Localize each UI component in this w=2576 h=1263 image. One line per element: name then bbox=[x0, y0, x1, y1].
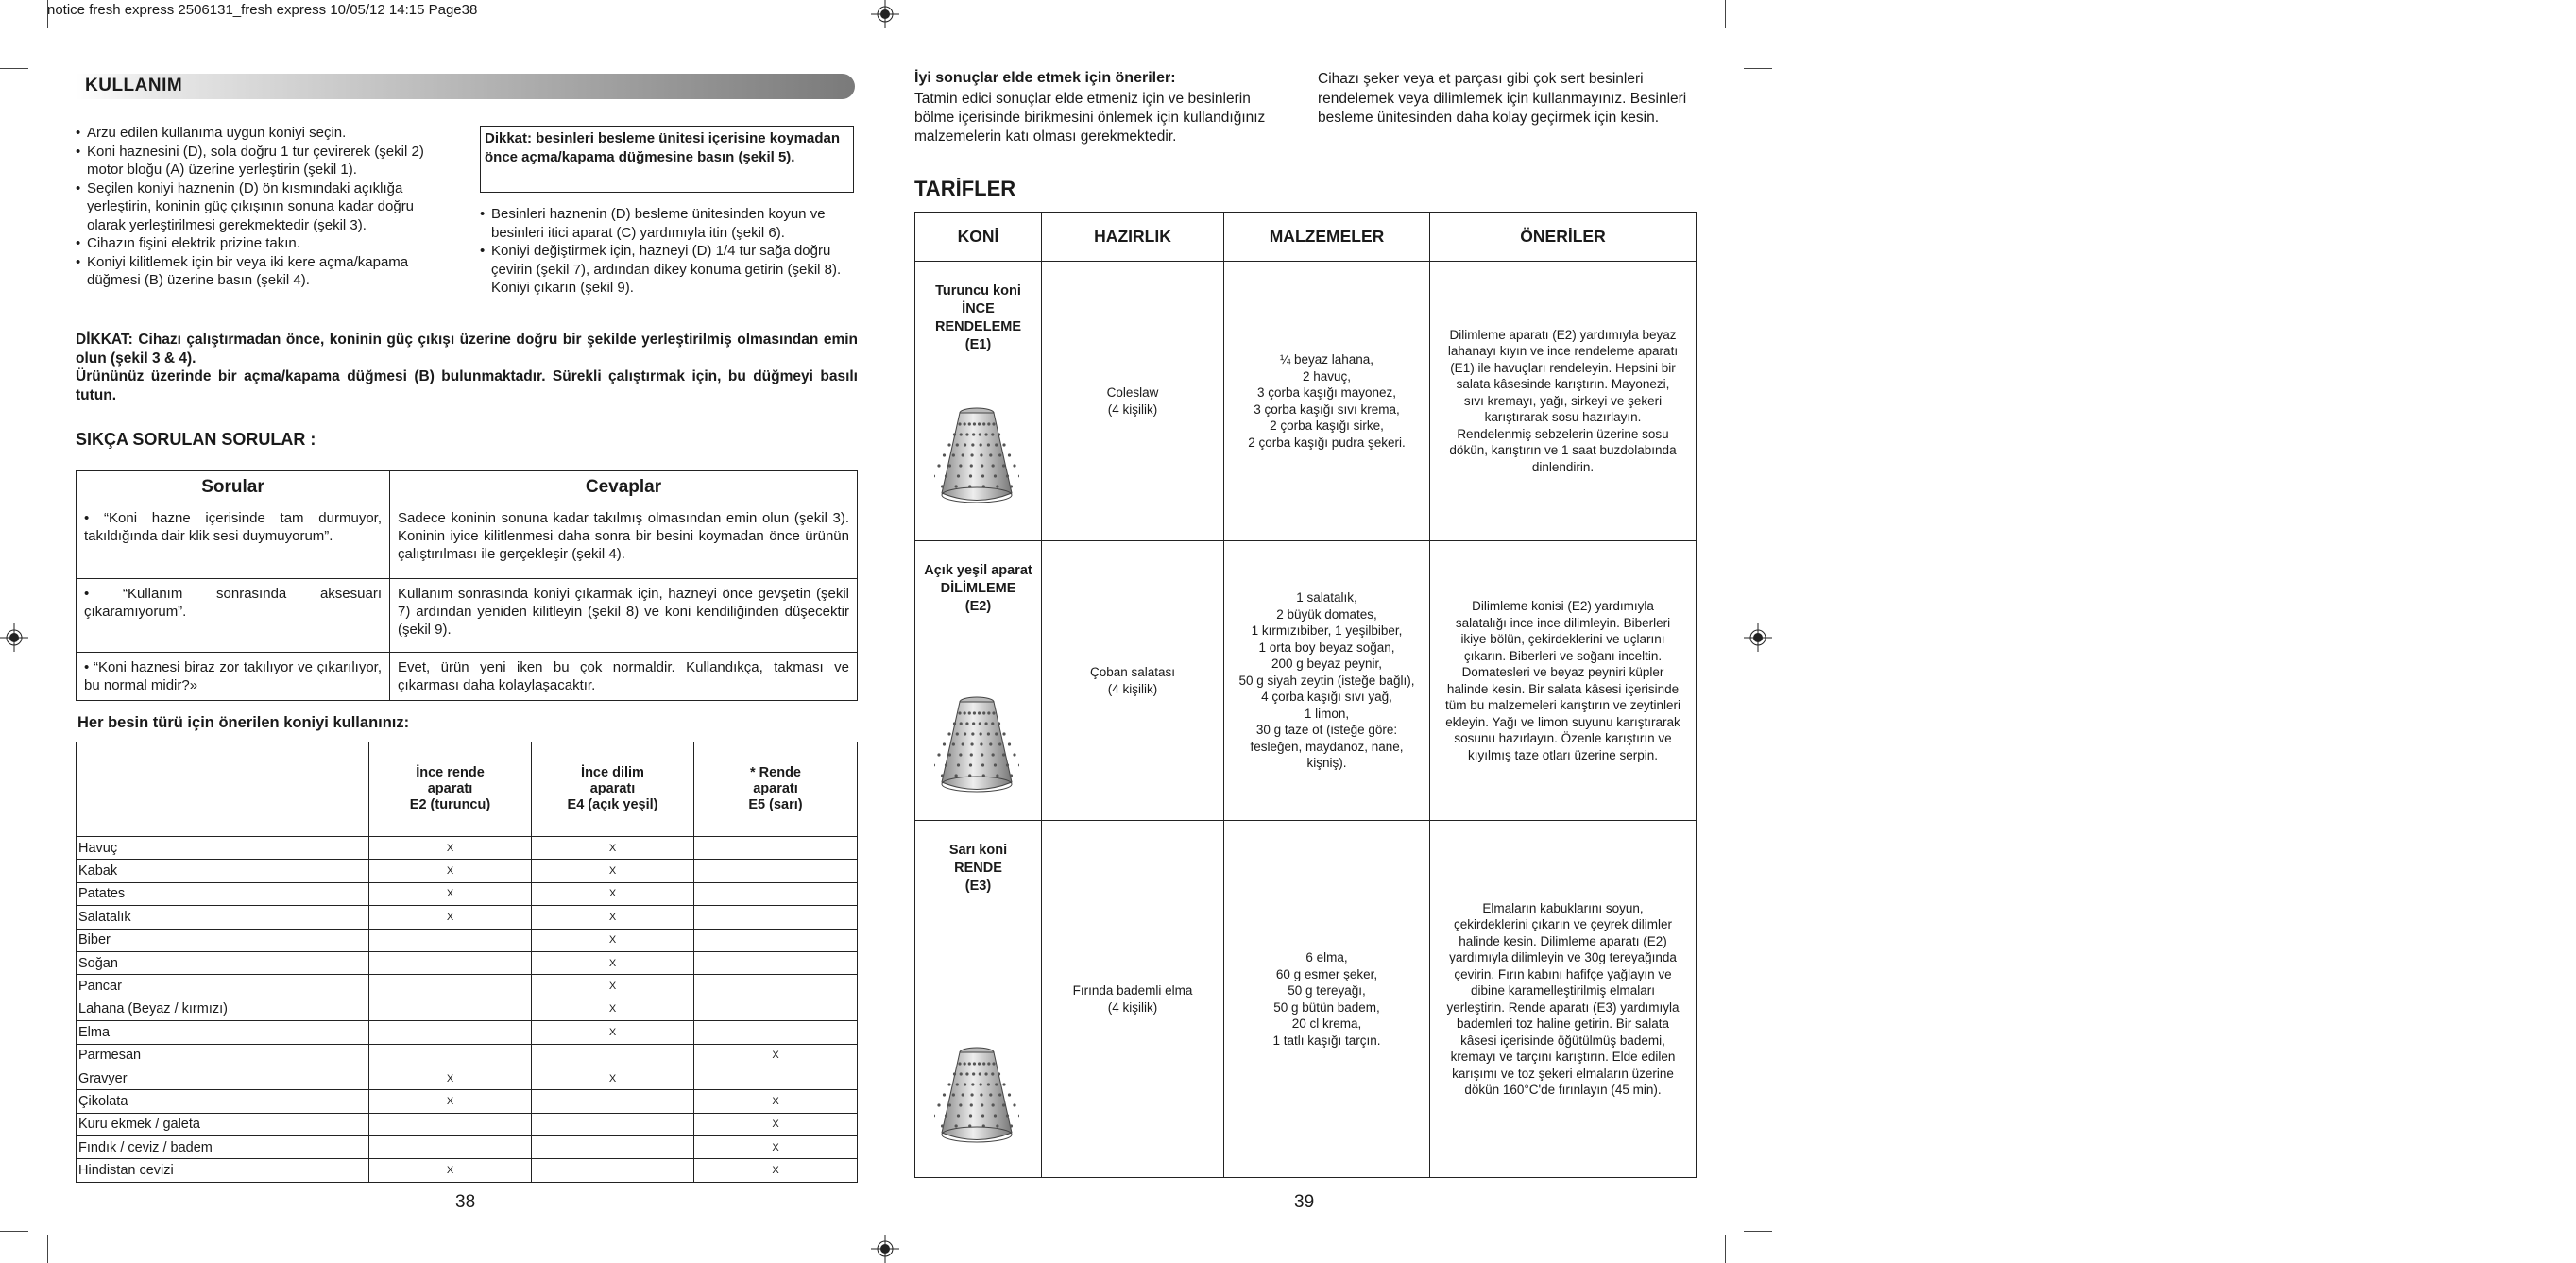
table-row bbox=[915, 821, 1697, 1178]
faq-question-text: “Koni haznesi biraz zor takılıyor ve çıkarılıyor, bu normal midir?» bbox=[84, 659, 383, 693]
cone-mark-e2: X bbox=[369, 882, 532, 905]
table-row bbox=[77, 503, 858, 579]
cone-mark-e4: X bbox=[532, 837, 694, 860]
cone-mark-e5 bbox=[694, 1067, 858, 1089]
tips-text-2: Cihazı şeker veya et parçası gibi çok sert besinleri rendelemek veya dilimlemek için kullanmayınız. Besinleri besleme ünitesinden daha kolay geçirmek için kesin. bbox=[1318, 71, 1687, 126]
recipe-ingredients bbox=[1224, 262, 1430, 541]
table-row bbox=[77, 1067, 858, 1089]
recipe-tips bbox=[1430, 821, 1697, 1178]
food-name: Elma bbox=[77, 1021, 369, 1044]
prep-line: (4 kişilik) bbox=[1107, 401, 1158, 417]
ingredient-line: 1 orta boy beyaz soğan, bbox=[1258, 640, 1395, 655]
tip-line: Dilimleme aparatı (E2) yardımıyla beyaz bbox=[1449, 327, 1677, 342]
faq-table bbox=[76, 470, 858, 701]
recipes-table bbox=[914, 212, 1697, 1178]
tip-line: dökün, karıştırın ve 1 saat buzdolabında bbox=[1449, 443, 1677, 458]
registration-mark-icon bbox=[871, 1235, 899, 1263]
tip-line: kremayı ve tarçını karıştırın. Elde edilen bbox=[1450, 1050, 1676, 1064]
cone-mark-e4: X bbox=[532, 882, 694, 905]
section-title-bar bbox=[76, 74, 855, 99]
cone-label-line: DİLİMLEME bbox=[940, 581, 1016, 596]
ingredient-line: 1 salatalık, bbox=[1296, 590, 1357, 606]
cone-mark-e5 bbox=[694, 929, 858, 951]
recipe-tips bbox=[1430, 541, 1697, 821]
ingredient-line: 50 g siyah zeytin (isteğe bağlı), bbox=[1238, 673, 1415, 688]
food-name: Hindistan cevizi bbox=[77, 1159, 369, 1182]
ingredient-line: 2 çorba kaşığı pudra şekeri. bbox=[1248, 435, 1406, 450]
print-header: notice fresh express 2506131_fresh express 10/05/12 14:15 Page38 bbox=[47, 2, 478, 18]
list-item: • Koniyi değiştirmek için, hazneyi (D) 1/4 tur sağa doğru çevirin (şekil 7), ardından dikey konuma getirin (şekil 8). Koniyi çıkarın (şekil 9). bbox=[480, 242, 858, 298]
faq-question: • “Koni hazne içerisinde tam durmuyor, takıldığında dair klik sesi duymuyorum”. bbox=[77, 503, 390, 579]
table-row bbox=[915, 262, 1697, 541]
faq-answer: Sadece koninin sonuna kadar takılmış olmasından emin olun (şekil 3). Koninin iyice kilitlenmesi daha sonra bir besini koymadan önce ürünün çalıştırılması ile gerçekleşir (şekil 4). bbox=[390, 503, 858, 579]
cone-mark-e4 bbox=[532, 1136, 694, 1159]
tip-line: (E1) ile havuçları rendeleyin. Hepsini bir bbox=[1450, 360, 1676, 375]
ingredient-line: 4 çorba kaşığı sıvı yağ, bbox=[1261, 690, 1392, 705]
grater-cone-icon bbox=[934, 403, 1019, 507]
warning-text bbox=[76, 331, 858, 404]
tip-line: karışımı ve toz şekeri elmaların üzerine bbox=[1452, 1066, 1674, 1081]
cone-label-line: (E3) bbox=[964, 879, 992, 894]
registration-mark-icon bbox=[871, 0, 899, 28]
registration-mark-icon bbox=[0, 623, 28, 652]
cone-mark-e4 bbox=[532, 1044, 694, 1067]
tip-line: çıkarın. Biberleri ve soğanı inceltin. bbox=[1463, 648, 1663, 663]
header-line: E5 (sarı) bbox=[748, 797, 803, 812]
food-name: Fındık / ceviz / badem bbox=[77, 1136, 369, 1159]
ingredient-line: 3 çorba kaşığı sıvı krema, bbox=[1254, 401, 1400, 417]
cone-mark-e2: X bbox=[369, 1159, 532, 1182]
cone-label-line: Sarı koni bbox=[948, 843, 1008, 858]
recipe-cone bbox=[915, 262, 1042, 541]
cone-mark-e2 bbox=[369, 975, 532, 998]
ingredient-line: 2 çorba kaşığı sirke, bbox=[1270, 418, 1384, 433]
tip-line: salata kâsesinde karıştırın. Mayonezi, bbox=[1456, 377, 1670, 392]
table-row bbox=[77, 906, 858, 929]
cone-label-line: Açık yeşil aparat bbox=[924, 563, 1032, 578]
table-row bbox=[77, 579, 858, 653]
ingredient-line: 1 kırmızıbiber, 1 yeşilbiber, bbox=[1251, 623, 1403, 639]
tip-line: ekleyin. Yağı ve limon suyunu karıştırarak bbox=[1445, 714, 1680, 729]
crop-mark bbox=[1744, 68, 1772, 69]
cone-mark-e4 bbox=[532, 1113, 694, 1135]
table-row bbox=[77, 1090, 858, 1113]
ingredient-line: 1 limon, bbox=[1304, 706, 1350, 721]
food-name: Lahana (Beyaz / kırmızı) bbox=[77, 998, 369, 1020]
cone-mark-e4: X bbox=[532, 998, 694, 1020]
cone-mark-e4 bbox=[532, 1159, 694, 1182]
warning-line-1: DİKKAT: Cihazı çalıştırmadan önce, koninin güç çıkışı üzerine doğru bir şekilde yerleştirilmiş olmasından emin olun (şekil 3 & 4). bbox=[76, 332, 858, 367]
cone-mark-e5 bbox=[694, 998, 858, 1020]
tip-line: dibine karamelleştirilmiş elmaları bbox=[1470, 983, 1656, 998]
recipe-header-tips: ÖNERİLER bbox=[1430, 213, 1697, 262]
tip-line: halinde kesin. Dilimleme aparatı (E2) bbox=[1459, 933, 1667, 948]
recipe-cone bbox=[915, 821, 1042, 1178]
faq-header-answers: Cevaplar bbox=[390, 471, 858, 503]
recipe-header-ingredients: MALZEMELER bbox=[1224, 213, 1430, 262]
grater-cone-icon bbox=[934, 692, 1019, 796]
cone-mark-e4 bbox=[532, 1090, 694, 1113]
recipe-tips bbox=[1430, 262, 1697, 541]
tip-line: kıyılmış taze otları üzerine serpin. bbox=[1467, 747, 1659, 762]
cone-mark-e5: X bbox=[694, 1136, 858, 1159]
table-row bbox=[77, 653, 858, 701]
recipe-header-cone: KONİ bbox=[915, 213, 1042, 262]
tip-line: bademleri toz haline getirin. Bir salata bbox=[1456, 1016, 1670, 1031]
recipe-ingredients bbox=[1224, 541, 1430, 821]
cone-label-line: (E2) bbox=[964, 599, 992, 614]
ingredient-line: 2 büyük domates, bbox=[1276, 606, 1377, 622]
food-name: Kabak bbox=[77, 860, 369, 882]
ingredient-line: kişniş). bbox=[1306, 756, 1347, 771]
cone-mark-e2 bbox=[369, 1044, 532, 1067]
recipe-prep bbox=[1042, 541, 1224, 821]
tip-line: dinlendirin. bbox=[1531, 459, 1595, 474]
ingredient-line: 3 çorba kaşığı mayonez, bbox=[1256, 385, 1397, 400]
food-name: Havuç bbox=[77, 837, 369, 860]
prep-line: Çoban salatası bbox=[1089, 665, 1176, 679]
cone-mark-e5 bbox=[694, 1021, 858, 1044]
food-name: Parmesan bbox=[77, 1044, 369, 1067]
cone-mark-e5 bbox=[694, 951, 858, 974]
tip-line: sosunu hazırlayın. Özenle karıştırın ve bbox=[1454, 731, 1672, 745]
food-name: Pancar bbox=[77, 975, 369, 998]
usage-steps-right bbox=[480, 205, 858, 298]
cone-label-line: (E1) bbox=[964, 337, 992, 352]
tip-line: ikiye bölün, çekirdeklerini ve uçlarını bbox=[1460, 632, 1665, 646]
cone-mark-e5: X bbox=[694, 1090, 858, 1113]
food-name: Soğan bbox=[77, 951, 369, 974]
page-number-39: 39 bbox=[1294, 1192, 1315, 1212]
tip-line: halinde kesin. Bir salata kâsesi içerisinde bbox=[1446, 681, 1680, 696]
cone-mark-e4: X bbox=[532, 1067, 694, 1089]
grater-cone-icon bbox=[934, 1043, 1019, 1147]
table-row bbox=[77, 882, 858, 905]
crop-mark bbox=[0, 1231, 28, 1232]
tip-line: Domatesleri ve beyaz peyniri küpler bbox=[1461, 665, 1664, 679]
cone-mark-e2: X bbox=[369, 837, 532, 860]
tip-line: çekirdeklerini çıkarın ve çeyrek dilimler bbox=[1453, 917, 1673, 931]
ingredient-line: ¼ beyaz lahana, bbox=[1279, 352, 1374, 367]
food-name: Gravyer bbox=[77, 1067, 369, 1089]
cone-mark-e2: X bbox=[369, 860, 532, 882]
tip-line: kâsesi içerisinde öğütülmüş bademi, bbox=[1460, 1033, 1665, 1048]
tip-line: Rendelenmiş sebzelerin üzerine sosu bbox=[1457, 426, 1669, 441]
list-item: • Arzu edilen kullanıma uygun koniyi seçin. bbox=[76, 124, 453, 143]
cone-mark-e2: X bbox=[369, 906, 532, 929]
list-item: • Besinleri haznenin (D) besleme ünitesinden koyun ve besinleri itici aparat (C) yardımıyla itin (şekil 6). bbox=[480, 205, 858, 242]
cone-mark-e2 bbox=[369, 998, 532, 1020]
table-row bbox=[77, 1113, 858, 1135]
cone-label-line: İNCE bbox=[962, 301, 995, 316]
prep-line: Coleslaw bbox=[1106, 385, 1159, 400]
cone-mark-e4: X bbox=[532, 951, 694, 974]
cone-label-line: Turuncu koni bbox=[935, 283, 1021, 299]
ingredient-line: 1 tatlı kaşığı tarçın. bbox=[1272, 1033, 1381, 1048]
ingredient-line: 6 elma, bbox=[1305, 950, 1348, 964]
tip-line: lahanayı kıyın ve ince rendeleme aparatı bbox=[1447, 344, 1679, 359]
recipe-ingredients bbox=[1224, 821, 1430, 1178]
food-name: Patates bbox=[77, 882, 369, 905]
header-line: aparatı bbox=[427, 781, 473, 796]
tip-line: çevirin. Fırın kabını hafifçe yağlayın ve bbox=[1454, 966, 1672, 981]
cone-mark-e2 bbox=[369, 951, 532, 974]
recipe-cone bbox=[915, 541, 1042, 821]
ingredient-line: 200 g beyaz peynir, bbox=[1271, 657, 1383, 672]
cone-mark-e5 bbox=[694, 882, 858, 905]
table-row bbox=[77, 1159, 858, 1182]
recipes-title: TARİFLER bbox=[914, 177, 1016, 200]
cone-header-food bbox=[77, 742, 369, 837]
tip-line: Dilimleme konisi (E2) yardımıyla bbox=[1472, 599, 1654, 613]
tip-line: yerleştirin. Rende aparatı (E3) yardımıyla bbox=[1446, 999, 1680, 1015]
recipe-prep bbox=[1042, 821, 1224, 1178]
table-row bbox=[77, 998, 858, 1020]
food-name: Biber bbox=[77, 929, 369, 951]
prep-line: (4 kişilik) bbox=[1107, 999, 1158, 1015]
prep-line: Fırında bademli elma bbox=[1072, 983, 1193, 998]
caution-box: Dikkat: besinleri besleme ünitesi içerisine koymadan önce açma/kapama düğmesine basın (şekil 5). bbox=[480, 126, 854, 193]
crop-mark bbox=[0, 68, 28, 69]
cone-mark-e5: X bbox=[694, 1159, 858, 1182]
page-number-38: 38 bbox=[455, 1192, 476, 1212]
cone-label-line: RENDELEME bbox=[934, 319, 1022, 334]
header-line: aparatı bbox=[589, 781, 636, 796]
header-line: E2 (turuncu) bbox=[409, 797, 491, 812]
table-row bbox=[77, 1021, 858, 1044]
tip-line: Elmaların kabuklarını soyun, bbox=[1482, 900, 1644, 915]
table-row bbox=[77, 951, 858, 974]
tip-line: yardımıyla dilimleyin ve 30g tereyağında bbox=[1449, 950, 1677, 964]
cone-mark-e4: X bbox=[532, 1021, 694, 1044]
cone-mark-e2: X bbox=[369, 1090, 532, 1113]
crop-mark bbox=[1744, 1231, 1772, 1232]
cone-mark-e4: X bbox=[532, 860, 694, 882]
faq-title: SIKÇA SORULAN SORULAR : bbox=[76, 430, 316, 449]
cone-label-line: RENDE bbox=[954, 861, 1002, 876]
list-item: • Cihazın fişini elektrik prizine takın. bbox=[76, 234, 453, 253]
faq-question: • “Koni haznesi biraz zor takılıyor ve çıkarılıyor, bu normal midir?» bbox=[77, 653, 390, 701]
food-name: Kuru ekmek / galeta bbox=[77, 1113, 369, 1135]
cone-mark-e4: X bbox=[532, 906, 694, 929]
table-row bbox=[77, 929, 858, 951]
cone-mark-e5 bbox=[694, 860, 858, 882]
warning-line-2: Ürününüz üzerinde bir açma/kapama düğmesi (B) bulunmaktadır. Sürekli çalıştırmak için, bu düğmeyi basılı tutun. bbox=[76, 368, 858, 403]
cone-mark-e2 bbox=[369, 1021, 532, 1044]
tip-line: tüm bu malzemeleri karıştırın ve zeytinleri bbox=[1444, 698, 1681, 712]
table-row bbox=[77, 860, 858, 882]
recipe-header-prep: HAZIRLIK bbox=[1042, 213, 1224, 262]
cone-mark-e4: X bbox=[532, 975, 694, 998]
table-row bbox=[915, 541, 1697, 821]
cone-mark-e5 bbox=[694, 906, 858, 929]
list-item: • Koniyi kilitlemek için bir veya iki kere açma/kapama düğmesi (B) üzerine basın (şekil 4). bbox=[76, 253, 453, 290]
table-row bbox=[77, 1136, 858, 1159]
header-line: İnce rende bbox=[416, 765, 485, 780]
registration-mark-icon bbox=[1744, 623, 1772, 652]
table-row bbox=[77, 837, 858, 860]
cone-mark-e4: X bbox=[532, 929, 694, 951]
cones-title: Her besin türü için önerilen koniyi kullanınız: bbox=[77, 714, 410, 731]
header-line: İnce dilim bbox=[581, 765, 644, 780]
cone-usage-table bbox=[76, 742, 858, 1183]
cone-mark-e5: X bbox=[694, 1044, 858, 1067]
cone-mark-e2 bbox=[369, 1113, 532, 1135]
header-line: aparatı bbox=[753, 781, 798, 796]
recipe-prep bbox=[1042, 262, 1224, 541]
table-row bbox=[77, 975, 858, 998]
cone-header-e4 bbox=[532, 742, 694, 837]
faq-answer: Evet, ürün yeni iken bu çok normaldir. Kullandıkça, takması ve çıkarması daha kolaylaşacaktır. bbox=[390, 653, 858, 701]
food-name: Çikolata bbox=[77, 1090, 369, 1113]
tip-line: karıştırarak sosu hazırlayın. bbox=[1484, 410, 1642, 425]
ingredient-line: 50 g bütün badem, bbox=[1273, 999, 1380, 1015]
crop-mark bbox=[1725, 1235, 1726, 1263]
faq-question-text: “Koni hazne içerisinde tam durmuyor, takıldığında dair klik sesi duymuyorum”. bbox=[84, 510, 382, 544]
cone-mark-e5 bbox=[694, 837, 858, 860]
header-line: * Rende bbox=[750, 765, 801, 780]
ingredient-line: 2 havuç, bbox=[1302, 368, 1352, 384]
ingredient-line: 60 g esmer şeker, bbox=[1275, 966, 1378, 981]
cone-mark-e2 bbox=[369, 929, 532, 951]
ingredient-line: 20 cl krema, bbox=[1291, 1016, 1362, 1031]
header-line: E4 (açık yeşil) bbox=[567, 797, 658, 812]
tip-line: salatalığı ince ince dilimleyin. Biberleri bbox=[1455, 615, 1671, 630]
usage-steps-left bbox=[76, 124, 453, 290]
prep-line: (4 kişilik) bbox=[1107, 681, 1158, 696]
ingredient-line: 30 g taze ot (isteğe göre: bbox=[1255, 723, 1398, 738]
crop-mark bbox=[47, 1235, 48, 1263]
crop-mark bbox=[1725, 0, 1726, 28]
tip-line: dökün 160°C'de fırınlayın (45 min). bbox=[1464, 1083, 1662, 1097]
list-item: • Seçilen koniyi haznenin (D) ön kısmındaki açıklığa yerleştirin, koninin güç çıkışının sonuna kadar doğru olarak yerleştirilmesi gerekmektedir (şekil 3). bbox=[76, 179, 453, 235]
cone-mark-e5 bbox=[694, 975, 858, 998]
list-item: • Koni haznesini (D), sola doğru 1 tur çevirerek (şekil 2) motor bloğu (A) üzerine yerleştirin (şekil 1). bbox=[76, 143, 453, 179]
tips-text-1: Tatmin edici sonuçlar elde etmeniz için ve besinlerin bölme içerisinde birikmesini önlemek için kullandığınız malzemelerin katı olması gerekmektedir. bbox=[914, 91, 1266, 145]
faq-header-questions: Sorular bbox=[77, 471, 390, 503]
faq-answer: Kullanım sonrasında koniyi çıkarmak için, hazneyi önce gevşetin (şekil 7) ardından yeniden kilitleyin (şekil 8) ve koni kendiliğinden düşecektir (şekil 9). bbox=[390, 579, 858, 653]
cone-mark-e2: X bbox=[369, 1067, 532, 1089]
ingredient-line: fesleğen, maydanoz, nane, bbox=[1250, 739, 1404, 754]
tips-title: İyi sonuçlar elde etmek için öneriler: bbox=[914, 70, 1176, 86]
food-name: Salatalık bbox=[77, 906, 369, 929]
cone-header-e5 bbox=[694, 742, 858, 837]
tip-line: sıvı kremayı, yağı, sirkeyi ve şekeri bbox=[1463, 393, 1663, 408]
faq-question-text: “Kullanım sonrasında aksesuarı çıkaramıyorum”. bbox=[84, 586, 382, 620]
section-title: KULLANIM bbox=[85, 76, 183, 95]
faq-question: • “Kullanım sonrasında aksesuarı çıkaramıyorum”. bbox=[77, 579, 390, 653]
cone-header-e2 bbox=[369, 742, 532, 837]
ingredient-line: 50 g tereyağı, bbox=[1288, 983, 1366, 998]
cone-mark-e5: X bbox=[694, 1113, 858, 1135]
table-row bbox=[77, 1044, 858, 1067]
cone-mark-e2 bbox=[369, 1136, 532, 1159]
